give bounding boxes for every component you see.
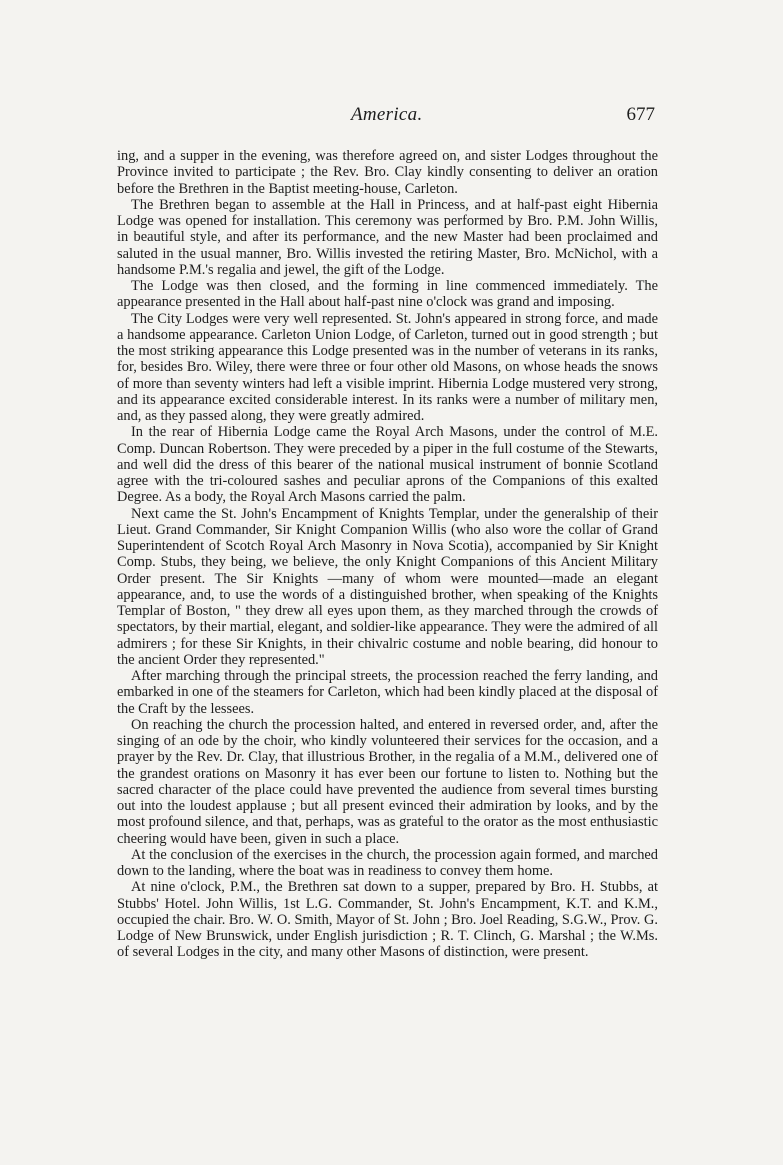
paragraph: After marching through the principal streets, the procession reached the ferry landing, and embarked in one of the steamers for Carleton, which had been kindly placed at the disposal of the Craft by the lessees. (117, 668, 658, 717)
page-header (115, 104, 655, 130)
page-number: 677 (626, 104, 655, 125)
paragraph: The City Lodges were very well represented. St. John's appeared in strong force, and made a handsome appearance. Carleton Union Lodge, of Carleton, turned out in good strength ; but the most striking appearance this Lodge presented was in the number of veterans in its ranks, for, besides Bro. Wiley, there were three or four other old Masons, on whose heads the snows of more than seventy winters had left a visible imprint. Hibernia Lodge mustered very strong, and its appearance excited considerable interest. In its ranks were a number of military men, and, as they passed along, they were greatly admired. (117, 310, 658, 424)
paragraph: At the conclusion of the exercises in the church, the procession again formed, and marched down to the landing, where the boat was in readiness to convey them home. (117, 846, 658, 879)
running-title: America. (351, 104, 423, 125)
paragraph: ing, and a supper in the evening, was therefore agreed on, and sister Lodges throughout the Province invited to participate ; the Rev. Bro. Clay kindly consenting to deliver an oration before the Brethren in the Baptist meeting-house, Carleton. (117, 148, 658, 197)
paragraph: On reaching the church the procession halted, and entered in reversed order, and, after the singing of an ode by the choir, who kindly volunteered their services for the occasion, and a prayer by the Rev. Dr. Clay, that illustrious Brother, in the regalia of a M.M., delivered one of the grandest orations on Masonry it has ever been our fortune to listen to. Nothing but the sacred character of the place could have prevented the audience from several times bursting out into the loudest applause ; but all present evinced their admiration by looks, and by the most profound silence, and that, perhaps, was as grateful to the orator as the most enthusiastic cheering would have been, given in such a place. (117, 716, 658, 847)
paragraph: The Brethren began to assemble at the Hall in Princess, and at half-past eight Hibernia Lodge was opened for installation. This ceremony was performed by Bro. P.M. John Willis, in beautiful style, and after its performance, and the new Master had been proclaimed and saluted in the usual manner, Bro. Willis invested the retiring Master, Bro. McNichol, with a handsome P.M.'s regalia and jewel, the gift of the Lodge. (117, 196, 658, 278)
paragraph: The Lodge was then closed, and the forming in line commenced immediately. The appearance presented in the Hall about half-past nine o'clock was grand and imposing. (117, 278, 658, 311)
article-body (117, 148, 658, 961)
paragraph: At nine o'clock, P.M., the Brethren sat down to a supper, prepared by Bro. H. Stubbs, at Stubbs' Hotel. John Willis, 1st L.G. Commander, St. John's Encampment, K.T. and K.M., occupied the chair. Bro. W. O. Smith, Mayor of St. John ; Bro. Joel Reading, S.G.W., Prov. G. Lodge of New Brunswick, under English jurisdiction ; R. T. Clinch, G. Marshal ; the W.Ms. of several Lodges in the city, and many other Masons of distinction, were present. (117, 879, 658, 961)
paragraph: Next came the St. John's Encampment of Knights Templar, under the generalship of their Lieut. Grand Commander, Sir Knight Companion Willis (who also wore the collar of Grand Superintendent of Scotch Royal Arch Masonry in Nova Scotia), accompanied by Sir Knight Comp. Stubs, they being, we believe, the only Knight Companions of this Ancient Military Order present. The Sir Knights —many of whom were mounted—made an elegant appearance, and, to use the words of a distinguished brother, when speaking of the Knights Templar of Boston, " they drew all eyes upon them, as they marched through the crowds of spectators, by their martial, elegant, and soldier-like appearance. They were the admired of all admirers ; for these Sir Knights, in their chivalric costume and noble bearing, did honour to the ancient Order they represented." (117, 505, 658, 668)
paragraph: In the rear of Hibernia Lodge came the Royal Arch Masons, under the control of M.E. Comp. Duncan Robertson. They were preceded by a piper in the full costume of the Stewarts, and well did the dress of this bearer of the national musical instrument of bonnie Scotland agree with the tri-coloured sashes and peculiar aprons of the Companions of this exalted Degree. As a body, the Royal Arch Masons carried the palm. (117, 424, 658, 506)
